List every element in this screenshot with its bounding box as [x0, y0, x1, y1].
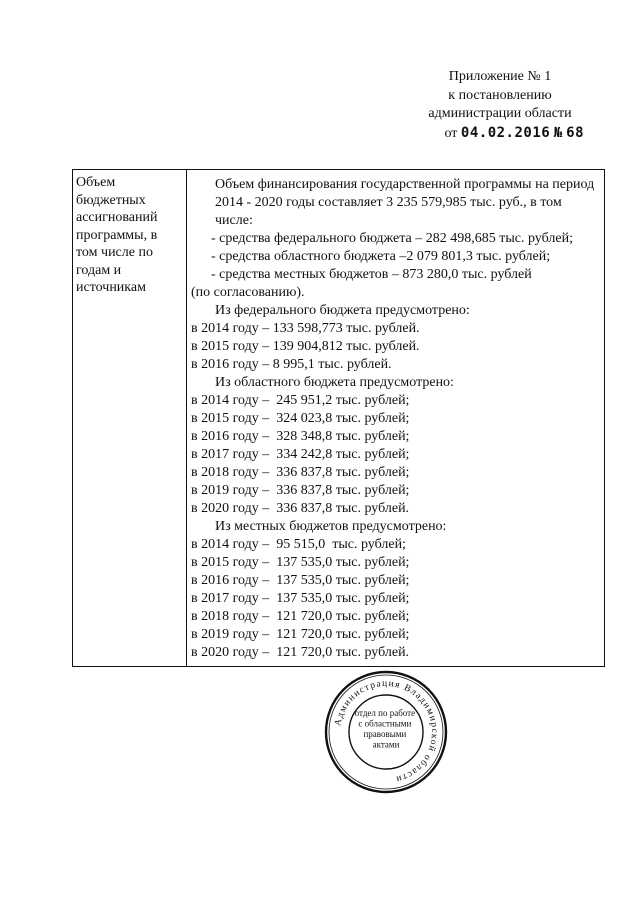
regional-2018: в 2018 году – 336 837,8 тыс. рублей;: [191, 465, 410, 480]
appendix-date-line: [400, 124, 600, 144]
local-2016: в 2016 году – 137 535,0 тыс. рублей;: [191, 573, 410, 588]
svg-text:Администрация Владимирской обл: Администрация Владимирской области: [333, 678, 440, 785]
regional-2019: в 2019 году – 336 837,8 тыс. рублей;: [191, 483, 410, 498]
funding-row: [73, 170, 605, 667]
resolution-number: 68: [566, 124, 584, 141]
date-prefix: от: [444, 125, 458, 141]
resolution-date: 04.02.2016: [460, 124, 551, 141]
appendix-to-resolution: к постановлению: [448, 87, 552, 103]
federal-2014: в 2014 году – 133 598,773 тыс. рублей.: [191, 321, 420, 336]
svg-text:отдел по работе с област: [355, 708, 418, 750]
seal-inner-line-3: правовыми: [363, 729, 407, 739]
funding-label-cell: [73, 170, 187, 667]
seal-stamp-icon: [322, 668, 450, 796]
official-seal: [322, 668, 450, 796]
appendix-header: [400, 68, 600, 143]
funding-intro: Объем финансирования государственной программы на период 2014 - 2020 годы составляет 3 235 579,985 тыс. руб., в том числе:: [215, 177, 595, 228]
federal-2016: в 2016 году – 8 995,1 тыс. рублей.: [191, 357, 392, 372]
local-2017: в 2017 году – 137 535,0 тыс. рублей;: [191, 591, 410, 606]
regional-2017: в 2017 году – 334 242,8 тыс. рублей;: [191, 447, 410, 462]
funding-table: [72, 169, 605, 667]
seal-inner-line-1: отдел по работе: [354, 708, 416, 718]
funding-label: Объем бюджетных ассигнований программы, в том числе по годам и источникам: [76, 175, 158, 295]
federal-heading: Из федерального бюджета предусмотрено:: [215, 303, 470, 318]
regional-2014: в 2014 году – 245 951,2 тыс. рублей;: [191, 393, 410, 408]
regional-2020: в 2020 году – 336 837,8 тыс. рублей.: [191, 501, 410, 516]
local-heading: Из местных бюджетов предусмотрено:: [215, 519, 447, 534]
bullet-local: - средства местных бюджетов – 873 280,0 тыс. рублей: [211, 267, 532, 282]
bullet-federal: - средства федерального бюджета – 282 498,685 тыс. рублей;: [211, 231, 573, 246]
appendix-authority: администрации области: [428, 106, 572, 121]
number-sign: №: [553, 124, 563, 141]
local-2019: в 2019 году – 121 720,0 тыс. рублей;: [191, 627, 410, 642]
regional-heading: Из областного бюджета предусмотрено:: [215, 375, 454, 390]
agreement-note: (по согласованию).: [191, 285, 305, 300]
funding-content-cell: [187, 170, 605, 667]
local-2014: в 2014 году – 95 515,0 тыс. рублей;: [191, 537, 406, 552]
federal-2015: в 2015 году – 139 904,812 тыс. рублей.: [191, 339, 420, 354]
seal-inner-line-2: с областными: [358, 718, 412, 729]
local-2020: в 2020 году – 121 720,0 тыс. рублей.: [191, 645, 410, 660]
regional-2015: в 2015 году – 324 023,8 тыс. рублей;: [191, 411, 410, 426]
seal-inner-line-4: актами: [372, 739, 400, 750]
regional-2016: в 2016 году – 328 348,8 тыс. рублей;: [191, 429, 410, 444]
local-2018: в 2018 году – 121 720,0 тыс. рублей;: [191, 609, 410, 624]
bullet-regional: - средства областного бюджета –2 079 801,3 тыс. рублей;: [211, 249, 551, 264]
appendix-title: Приложение № 1: [448, 69, 552, 84]
local-2015: в 2015 году – 137 535,0 тыс. рублей;: [191, 555, 410, 570]
